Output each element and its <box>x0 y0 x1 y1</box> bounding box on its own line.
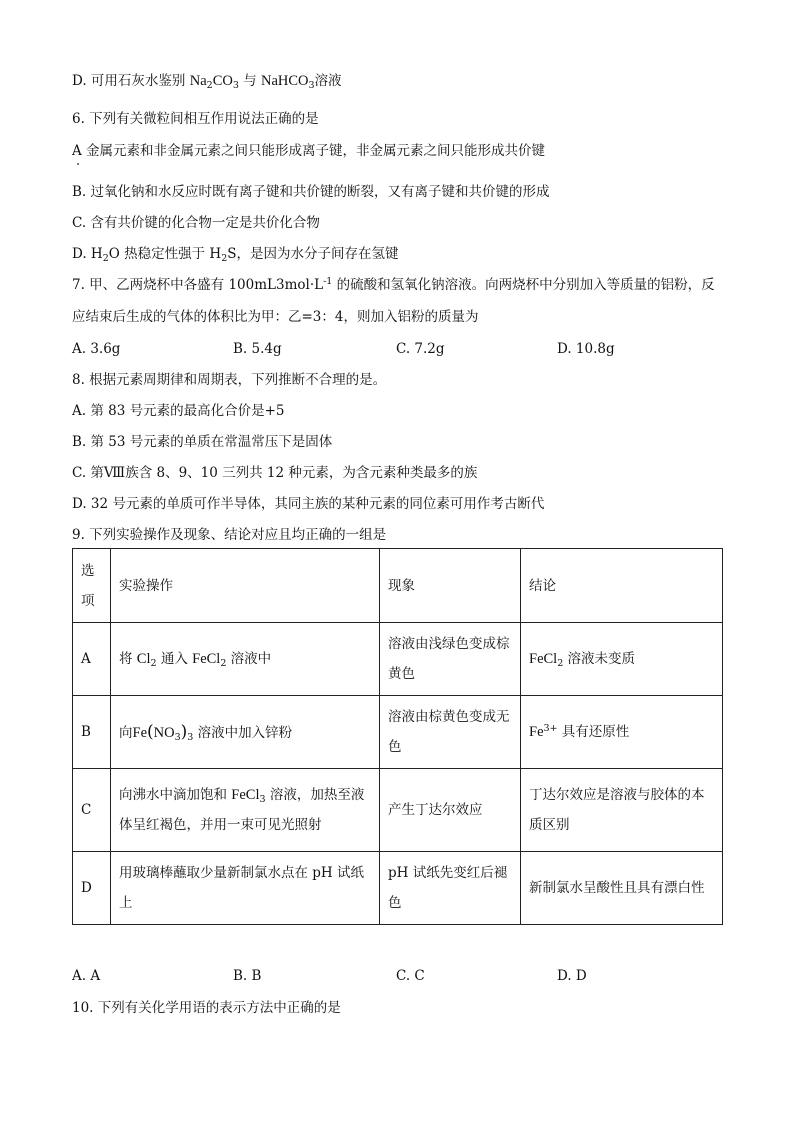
q7-option-c: C. 7.2g <box>396 341 445 357</box>
q7-stem-line2: 应结束后生成的气体的体积比为甲：乙=3：4，则加入铝粉的质量为 <box>72 309 479 325</box>
q10-stem: 10. 下列有关化学用语的表示方法中正确的是 <box>72 1000 341 1016</box>
header-conclusion: 结论 <box>521 549 723 623</box>
row-operation: 用玻璃棒蘸取少量新制氯水点在 pH 试纸上 <box>111 852 380 925</box>
row-operation: 将 $Cl_2$ 通入 FeCl$_2$ 溶液中 <box>111 623 380 696</box>
row-phenomenon: 产生丁达尔效应 <box>380 769 521 852</box>
row-conclusion: 新制氯水呈酸性且具有漂白性 <box>521 852 723 925</box>
experiment-table <box>72 548 723 925</box>
q6-stem: 6. 下列有关微粒间相互作用说法正确的是 <box>72 111 319 127</box>
q9-stem: 9. 下列实验操作及现象、结论对应且均正确的一组是 <box>72 527 387 543</box>
row-label: B <box>73 696 111 769</box>
table-row <box>73 696 723 769</box>
q8-option-d: D. 32 号元素的单质可作半导体，其同主族的某种元素的同位素可用作考古断代 <box>72 496 545 512</box>
row-conclusion: FeCl$_2$ 溶液未变质 <box>521 623 723 696</box>
q8-option-b: B. 第 53 号元素的单质在常温常压下是固体 <box>72 434 333 450</box>
q9-option-a: A. A <box>72 968 101 984</box>
q9-option-b: B. B <box>233 968 262 984</box>
q7-option-d: D. 10.8g <box>557 341 615 357</box>
q8-option-a: A. 第 83 号元素的最高化合价是+5 <box>72 403 285 419</box>
header-option: 选项 <box>73 549 111 623</box>
row-label: D <box>73 852 111 925</box>
row-phenomenon: 溶液由浅绿色变成棕黄色 <box>380 623 521 696</box>
header-phenomenon: 现象 <box>380 549 521 623</box>
q5-option-d: D. 可用石灰水鉴别 $Na_2CO_3$ 与 NaHCO$_3$溶液 <box>72 73 342 91</box>
table-row <box>73 769 723 852</box>
row-operation: 向沸水中滴加饱和 FeCl$_3$ 溶液，加热至液体呈红褐色，并用一束可见光照射 <box>111 769 380 852</box>
row-conclusion: 丁达尔效应是溶液与胶体的本质区别 <box>521 769 723 852</box>
table-row <box>73 623 723 696</box>
q6-option-b: B. 过氧化钠和水反应时既有离子键和共价键的断裂，又有离子键和共价键的形成 <box>72 184 550 200</box>
q7-stem-line1: 7. 甲、乙两烧杯中各盛有 $100mL3mol\cdot L^{-1}$ 的硫酸和氢氧化钠溶液。向两烧杯中分别加入等质量的铝粉，反 <box>72 276 715 293</box>
row-conclusion: $Fe^{3+}$ 具有还原性 <box>521 696 723 769</box>
table-row <box>73 852 723 925</box>
row-phenomenon: 溶液由棕黄色变成无色 <box>380 696 521 769</box>
q7-option-b: B. 5.4g <box>233 341 282 357</box>
row-phenomenon: pH 试纸先变红后褪色 <box>380 852 521 925</box>
q7-option-a: A. 3.6g <box>72 341 121 357</box>
q6-option-d: D. $H_2O$ 热稳定性强于 $H_2S$，是因为水分子间存在氢键 <box>72 246 399 264</box>
q6-option-c: C. 含有共价键的化合物一定是共价化合物 <box>72 215 320 231</box>
row-operation: 向$Fe(NO_3)_3$ 溶液中加入锌粉 <box>111 696 380 769</box>
q8-stem: 8. 根据元素周期律和周期表，下列推断不合理的是。 <box>72 372 387 388</box>
q9-option-c: C. C <box>396 968 425 984</box>
row-label: A <box>73 623 111 696</box>
q6-option-a: A 金属元素和非金属元素之间只能形成离子键，非金属元素之间只能形成共价键 <box>72 143 546 159</box>
q9-option-d: D. D <box>557 968 587 984</box>
q8-option-c: C. 第Ⅷ族含 8、9、10 三列共 12 种元素，为含元素种类最多的族 <box>72 465 478 481</box>
header-operation: 实验操作 <box>111 549 380 623</box>
table-header-row <box>73 549 723 623</box>
stray-dot <box>77 163 79 165</box>
row-label: C <box>73 769 111 852</box>
